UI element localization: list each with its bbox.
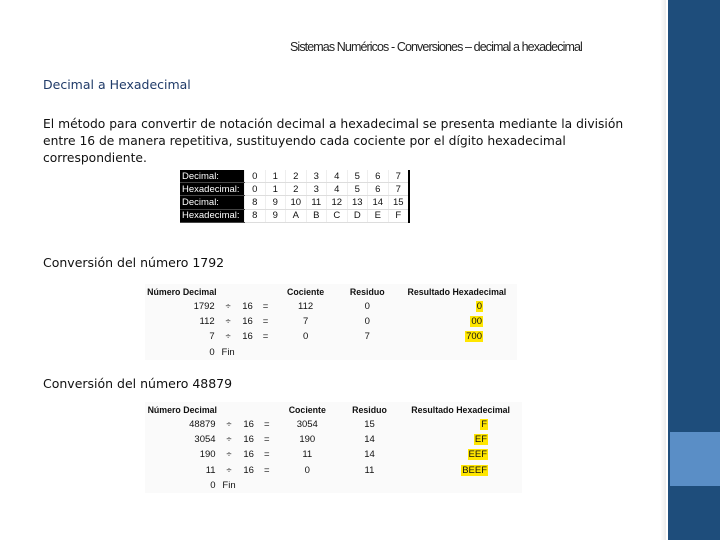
reference-cell: 0 (245, 170, 266, 183)
conversion-header-row (145, 284, 517, 299)
hex-result (399, 478, 522, 493)
reference-cell: 7 (388, 183, 409, 196)
hex-result (399, 417, 522, 432)
divisor: 16 (243, 449, 254, 461)
remainder: 14 (364, 434, 375, 446)
equals-sign: = (262, 301, 269, 313)
decimal-value: 0 (210, 479, 216, 491)
quotient: 190 (299, 434, 316, 446)
reference-table (180, 170, 410, 223)
conversion-header-cell (220, 402, 275, 417)
decimal-value: 0 (209, 346, 215, 358)
reference-cell: 8 (245, 209, 266, 222)
reference-row-label: Decimal: (180, 196, 245, 209)
divisor: 16 (243, 434, 254, 446)
equals-sign: = (262, 316, 269, 328)
equals-sign: = (263, 434, 270, 446)
hex-result (397, 329, 517, 344)
reference-row-label: Hexadecimal: (180, 209, 245, 222)
reference-cell: B (306, 209, 327, 222)
reference-row-label: Hexadecimal: (180, 183, 245, 196)
conversion-header-cell: Número Decimal (147, 286, 217, 297)
reference-cell: 4 (327, 183, 348, 196)
hex-result-highlight: EF (474, 434, 487, 446)
divisor: 16 (243, 419, 254, 431)
divisor (239, 478, 259, 493)
division-operator: ÷ (226, 449, 232, 461)
reference-cell: C (327, 209, 348, 222)
reference-cell: A (286, 209, 307, 222)
reference-cell: 2 (286, 170, 307, 183)
equals-sign: = (263, 419, 270, 431)
reference-row-label: Decimal: (180, 170, 245, 183)
hex-result (397, 314, 517, 329)
decimal-value: 3054 (194, 434, 216, 446)
hex-result-highlight: BEEF (462, 464, 487, 476)
section-heading-48879: Conversión del número 48879 (43, 376, 233, 391)
hex-result (397, 345, 517, 360)
reference-cell: 10 (286, 196, 307, 209)
conversion-header-cell: Número Decimal (147, 404, 217, 415)
conversion-table-48879 (145, 402, 522, 493)
quotient: 7 (302, 316, 309, 328)
equals-sign (259, 478, 275, 493)
reference-cell: 3 (306, 170, 327, 183)
conversion-header-cell: Resultado Hexadecimal (407, 286, 507, 297)
divisor: 16 (242, 316, 253, 328)
reference-row (180, 170, 409, 183)
reference-cell: 6 (368, 183, 389, 196)
reference-cell: D (347, 209, 368, 222)
conversion-header-cell (219, 284, 274, 299)
quotient (275, 478, 340, 493)
slide-title: Sistemas Numéricos - Conversiones – decimal a hexadecimal (290, 40, 582, 54)
remainder: 11 (364, 464, 375, 476)
remainder: 7 (364, 331, 370, 343)
division-operator: ÷ (225, 301, 231, 313)
hex-result (397, 299, 517, 314)
conversion-header-cell: Cociente (287, 286, 325, 297)
reference-cell: F (388, 209, 409, 222)
reference-cell: 1 (265, 170, 286, 183)
division-operator: ÷ (225, 316, 231, 328)
decimal-value: 48879 (189, 419, 216, 431)
reference-cell: 0 (245, 183, 266, 196)
conversion-header-cell: Residuo (349, 286, 385, 297)
decimal-value: 11 (205, 464, 216, 476)
reference-cell: 14 (368, 196, 389, 209)
divisor (238, 345, 258, 360)
division-operator: Fin (222, 479, 236, 491)
reference-cell: 7 (388, 170, 409, 183)
reference-cell: 6 (368, 170, 389, 183)
conversion-row (145, 299, 517, 314)
reference-cell: 11 (306, 196, 327, 209)
quotient: 112 (298, 301, 314, 313)
remainder (338, 345, 397, 360)
conversion-row (145, 447, 522, 462)
reference-cell: 9 (265, 196, 286, 209)
reference-cell: 5 (347, 183, 368, 196)
section-heading-1792: Conversión del número 1792 (43, 255, 225, 270)
hex-result-highlight: 0 (476, 301, 482, 313)
conversion-row (145, 314, 517, 329)
division-operator: ÷ (225, 331, 231, 343)
decimal-value: 1792 (193, 301, 215, 313)
decimal-value: 112 (199, 316, 215, 328)
reference-cell: 1 (265, 183, 286, 196)
hex-result-highlight: F (481, 419, 487, 431)
decimal-value: 190 (199, 449, 216, 461)
conversion-header-row (145, 402, 522, 417)
method-paragraph: El método para convertir de notación decimal a hexadecimal se presenta mediante la división entre 16 de manera repetitiva, sustituyendo cada cociente por el dígito hexadecimal correspondiente. (43, 117, 624, 165)
side-band-accent (670, 432, 720, 486)
conversion-header-cell: Cociente (288, 404, 326, 415)
reference-cell: 5 (347, 170, 368, 183)
decimal-value: 7 (209, 331, 215, 343)
conversion-row (145, 463, 522, 478)
conversion-header-cell: Residuo (352, 404, 387, 415)
divisor: 16 (242, 331, 253, 343)
side-band-divider (666, 0, 668, 540)
hex-result (399, 432, 522, 447)
reference-row (180, 183, 409, 196)
division-operator: ÷ (226, 419, 232, 431)
division-operator: ÷ (226, 464, 232, 476)
hex-result (399, 463, 522, 478)
remainder: 14 (364, 449, 375, 461)
reference-cell: 15 (388, 196, 409, 209)
reference-cell: 4 (327, 170, 348, 183)
hex-result-highlight: EEF (468, 449, 487, 461)
conversion-row (145, 329, 517, 344)
reference-cell: 8 (245, 196, 266, 209)
remainder: 0 (364, 316, 370, 328)
divisor: 16 (243, 464, 254, 476)
reference-cell: 9 (265, 209, 286, 222)
reference-row (180, 196, 409, 209)
quotient: 11 (302, 449, 313, 461)
division-operator: ÷ (226, 434, 232, 446)
divisor: 16 (242, 301, 253, 313)
reference-row (180, 209, 409, 222)
reference-cell: 2 (286, 183, 307, 196)
section-heading-decimal-hex: Decimal a Hexadecimal (43, 77, 191, 92)
remainder: 15 (364, 419, 375, 431)
reference-cell: E (368, 209, 389, 222)
hex-result-highlight: 700 (466, 331, 482, 343)
remainder: 0 (364, 301, 370, 313)
division-operator: Fin (221, 346, 235, 358)
quotient: 3054 (296, 419, 318, 431)
reference-cell: 12 (327, 196, 348, 209)
hex-result-highlight: 00 (471, 316, 482, 328)
equals-sign (258, 345, 274, 360)
conversion-row (145, 345, 517, 360)
remainder (340, 478, 399, 493)
equals-sign: = (263, 449, 270, 461)
quotient: 0 (304, 464, 310, 476)
reference-cell: 3 (306, 183, 327, 196)
conversion-header-cell: Resultado Hexadecimal (411, 404, 510, 415)
quotient (273, 345, 337, 360)
hex-result (399, 447, 522, 462)
conversion-table-1792 (145, 284, 517, 360)
equals-sign: = (263, 464, 270, 476)
conversion-row (145, 432, 522, 447)
conversion-row (145, 478, 522, 493)
quotient: 0 (302, 331, 309, 343)
equals-sign: = (262, 331, 269, 343)
reference-cell: 13 (347, 196, 368, 209)
conversion-row (145, 417, 522, 432)
